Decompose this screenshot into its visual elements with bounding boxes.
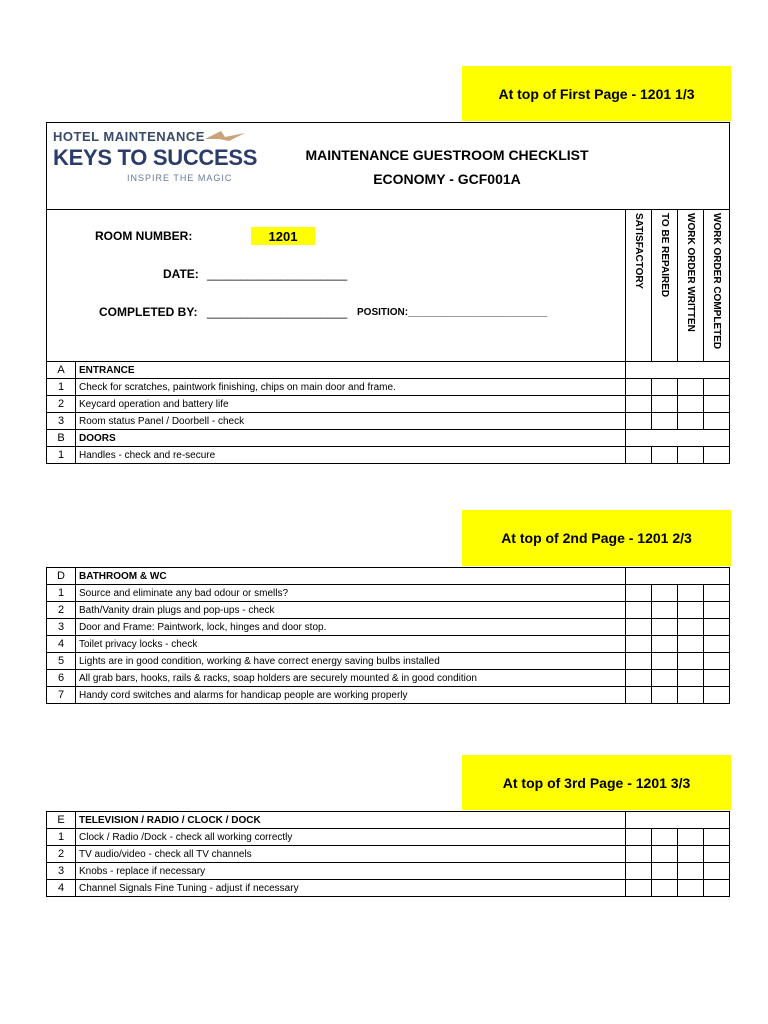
row-description: Room status Panel / Doorbell - check bbox=[76, 413, 626, 430]
satisfactory-checkbox[interactable] bbox=[626, 585, 652, 602]
row-label: 1 bbox=[47, 829, 76, 846]
table-row bbox=[47, 379, 730, 396]
row-label: 2 bbox=[47, 602, 76, 619]
row-label: 4 bbox=[47, 880, 76, 897]
satisfactory-checkbox[interactable] bbox=[626, 670, 652, 687]
row-label: 3 bbox=[47, 863, 76, 880]
table-row bbox=[47, 829, 730, 846]
table-row bbox=[47, 585, 730, 602]
row-description: Check for scratches, paintwork finishing, chips on main door and frame. bbox=[76, 379, 626, 396]
work-order-written-checkbox[interactable] bbox=[678, 880, 704, 897]
work-order-completed-checkbox[interactable] bbox=[704, 829, 730, 846]
work-order-written-checkbox[interactable] bbox=[678, 602, 704, 619]
work-order-completed-checkbox[interactable] bbox=[704, 379, 730, 396]
to-be-repaired-checkbox[interactable] bbox=[652, 670, 678, 687]
to-be-repaired-checkbox[interactable] bbox=[652, 585, 678, 602]
hotel-logo bbox=[53, 127, 265, 185]
section-title: DOORS bbox=[76, 430, 626, 447]
completed-by-field[interactable]: _____________________ bbox=[207, 305, 348, 319]
work-order-completed-checkbox[interactable] bbox=[704, 585, 730, 602]
work-order-written-checkbox[interactable] bbox=[678, 585, 704, 602]
row-label: 4 bbox=[47, 636, 76, 653]
satisfactory-checkbox[interactable] bbox=[626, 619, 652, 636]
table-row bbox=[47, 602, 730, 619]
satisfactory-checkbox[interactable] bbox=[626, 653, 652, 670]
row-label: 7 bbox=[47, 687, 76, 704]
table-row bbox=[47, 447, 730, 464]
to-be-repaired-checkbox[interactable] bbox=[652, 829, 678, 846]
logo-line-1: HOTEL MAINTENANCE bbox=[53, 129, 205, 144]
date-field[interactable]: _____________________ bbox=[207, 267, 348, 281]
column-work-order-written: WORK ORDER WRITTEN bbox=[677, 209, 703, 361]
work-order-completed-checkbox[interactable] bbox=[704, 447, 730, 464]
work-order-completed-checkbox[interactable] bbox=[704, 413, 730, 430]
logo-tagline: INSPIRE THE MAGIC bbox=[127, 173, 233, 183]
row-label: 5 bbox=[47, 653, 76, 670]
row-description: TV audio/video - check all TV channels bbox=[76, 846, 626, 863]
checklist-header bbox=[46, 122, 730, 362]
satisfactory-checkbox[interactable] bbox=[626, 413, 652, 430]
status-column-headers bbox=[625, 209, 729, 361]
to-be-repaired-checkbox[interactable] bbox=[652, 413, 678, 430]
section-status-cell bbox=[626, 812, 730, 829]
column-satisfactory: SATISFACTORY bbox=[625, 209, 651, 361]
section-row bbox=[47, 812, 730, 829]
row-description: Clock / Radio /Dock - check all working correctly bbox=[76, 829, 626, 846]
row-description: Handles - check and re-secure bbox=[76, 447, 626, 464]
section-status-cell bbox=[626, 568, 730, 585]
column-to-be-repaired: TO BE REPAIRED bbox=[651, 209, 677, 361]
satisfactory-checkbox[interactable] bbox=[626, 863, 652, 880]
section-title: ENTRANCE bbox=[76, 362, 626, 379]
row-label: 3 bbox=[47, 619, 76, 636]
row-description: Toilet privacy locks - check bbox=[76, 636, 626, 653]
satisfactory-checkbox[interactable] bbox=[626, 396, 652, 413]
section-title: TELEVISION / RADIO / CLOCK / DOCK bbox=[76, 812, 626, 829]
row-label: A bbox=[47, 362, 76, 379]
work-order-written-checkbox[interactable] bbox=[678, 846, 704, 863]
satisfactory-checkbox[interactable] bbox=[626, 687, 652, 704]
row-label: 1 bbox=[47, 585, 76, 602]
to-be-repaired-checkbox[interactable] bbox=[652, 880, 678, 897]
row-label: 2 bbox=[47, 396, 76, 413]
satisfactory-checkbox[interactable] bbox=[626, 447, 652, 464]
satisfactory-checkbox[interactable] bbox=[626, 880, 652, 897]
work-order-written-checkbox[interactable] bbox=[678, 413, 704, 430]
table-row bbox=[47, 670, 730, 687]
table-row bbox=[47, 636, 730, 653]
work-order-written-checkbox[interactable] bbox=[678, 687, 704, 704]
checklist-subtitle: ECONOMY - GCF001A bbox=[373, 171, 521, 187]
checklist-table-page-2 bbox=[46, 567, 730, 704]
work-order-completed-checkbox[interactable] bbox=[704, 846, 730, 863]
row-description: Source and eliminate any bad odour or smells? bbox=[76, 585, 626, 602]
table-row bbox=[47, 863, 730, 880]
to-be-repaired-checkbox[interactable] bbox=[652, 379, 678, 396]
table-row bbox=[47, 619, 730, 636]
column-work-order-completed: WORK ORDER COMPLETED bbox=[703, 209, 729, 361]
work-order-written-checkbox[interactable] bbox=[678, 379, 704, 396]
row-label: 6 bbox=[47, 670, 76, 687]
row-label: 1 bbox=[47, 447, 76, 464]
to-be-repaired-checkbox[interactable] bbox=[652, 653, 678, 670]
to-be-repaired-checkbox[interactable] bbox=[652, 447, 678, 464]
work-order-written-checkbox[interactable] bbox=[678, 829, 704, 846]
row-description: Lights are in good condition, working & have correct energy saving bulbs installed bbox=[76, 653, 626, 670]
work-order-completed-checkbox[interactable] bbox=[704, 687, 730, 704]
row-description: Handy cord switches and alarms for handicap people are working properly bbox=[76, 687, 626, 704]
to-be-repaired-checkbox[interactable] bbox=[652, 863, 678, 880]
work-order-written-checkbox[interactable] bbox=[678, 636, 704, 653]
date-label: DATE: bbox=[163, 267, 199, 281]
header-top bbox=[47, 123, 729, 210]
satisfactory-checkbox[interactable] bbox=[626, 636, 652, 653]
checklist-table-page-3 bbox=[46, 811, 730, 897]
table-row bbox=[47, 846, 730, 863]
row-label: 3 bbox=[47, 413, 76, 430]
to-be-repaired-checkbox[interactable] bbox=[652, 619, 678, 636]
work-order-completed-checkbox[interactable] bbox=[704, 880, 730, 897]
row-label: 1 bbox=[47, 379, 76, 396]
to-be-repaired-checkbox[interactable] bbox=[652, 602, 678, 619]
page-banner-second: At top of 2nd Page - 1201 2/3 bbox=[462, 510, 731, 566]
work-order-completed-checkbox[interactable] bbox=[704, 670, 730, 687]
table-row bbox=[47, 653, 730, 670]
work-order-completed-checkbox[interactable] bbox=[704, 636, 730, 653]
satisfactory-checkbox[interactable] bbox=[626, 829, 652, 846]
section-row bbox=[47, 568, 730, 585]
work-order-completed-checkbox[interactable] bbox=[704, 653, 730, 670]
satisfactory-checkbox[interactable] bbox=[626, 846, 652, 863]
row-description: All grab bars, hooks, rails & racks, soap holders are securely mounted & in good condition bbox=[76, 670, 626, 687]
work-order-written-checkbox[interactable] bbox=[678, 670, 704, 687]
table-row bbox=[47, 687, 730, 704]
to-be-repaired-checkbox[interactable] bbox=[652, 396, 678, 413]
to-be-repaired-checkbox[interactable] bbox=[652, 687, 678, 704]
section-row bbox=[47, 430, 730, 447]
work-order-completed-checkbox[interactable] bbox=[704, 619, 730, 636]
section-status-cell bbox=[626, 362, 730, 379]
work-order-completed-checkbox[interactable] bbox=[704, 863, 730, 880]
to-be-repaired-checkbox[interactable] bbox=[652, 846, 678, 863]
work-order-completed-checkbox[interactable] bbox=[704, 396, 730, 413]
work-order-completed-checkbox[interactable] bbox=[704, 602, 730, 619]
work-order-written-checkbox[interactable] bbox=[678, 396, 704, 413]
row-label: D bbox=[47, 568, 76, 585]
table-row bbox=[47, 413, 730, 430]
row-description: Keycard operation and battery life bbox=[76, 396, 626, 413]
to-be-repaired-checkbox[interactable] bbox=[652, 636, 678, 653]
checklist-title: MAINTENANCE GUESTROOM CHECKLIST bbox=[305, 147, 589, 163]
section-status-cell bbox=[626, 430, 730, 447]
satisfactory-checkbox[interactable] bbox=[626, 379, 652, 396]
page-banner-first: At top of First Page - 1201 1/3 bbox=[462, 66, 731, 121]
row-description: Door and Frame: Paintwork, lock, hinges and door stop. bbox=[76, 619, 626, 636]
work-order-written-checkbox[interactable] bbox=[678, 653, 704, 670]
row-label: B bbox=[47, 430, 76, 447]
work-order-written-checkbox[interactable] bbox=[678, 619, 704, 636]
checklist-table-page-1 bbox=[46, 361, 730, 464]
room-number-label: ROOM NUMBER: bbox=[95, 229, 193, 243]
row-label: E bbox=[47, 812, 76, 829]
work-order-written-checkbox[interactable] bbox=[678, 863, 704, 880]
work-order-written-checkbox[interactable] bbox=[678, 447, 704, 464]
row-label: 2 bbox=[47, 846, 76, 863]
section-title: BATHROOM & WC bbox=[76, 568, 626, 585]
completed-by-label: COMPLETED BY: bbox=[99, 305, 198, 319]
row-description: Knobs - replace if necessary bbox=[76, 863, 626, 880]
room-number-value[interactable]: 1201 bbox=[251, 227, 315, 245]
table-row bbox=[47, 396, 730, 413]
satisfactory-checkbox[interactable] bbox=[626, 602, 652, 619]
bird-icon bbox=[203, 127, 247, 147]
table-row bbox=[47, 880, 730, 897]
row-description: Channel Signals Fine Tuning - adjust if necessary bbox=[76, 880, 626, 897]
logo-line-2: KEYS TO SUCCESS bbox=[53, 145, 258, 170]
row-description: Bath/Vanity drain plugs and pop-ups - check bbox=[76, 602, 626, 619]
section-row bbox=[47, 362, 730, 379]
position-field[interactable]: POSITION:_________________________ bbox=[357, 307, 548, 318]
page-banner-third: At top of 3rd Page - 1201 3/3 bbox=[462, 755, 731, 810]
